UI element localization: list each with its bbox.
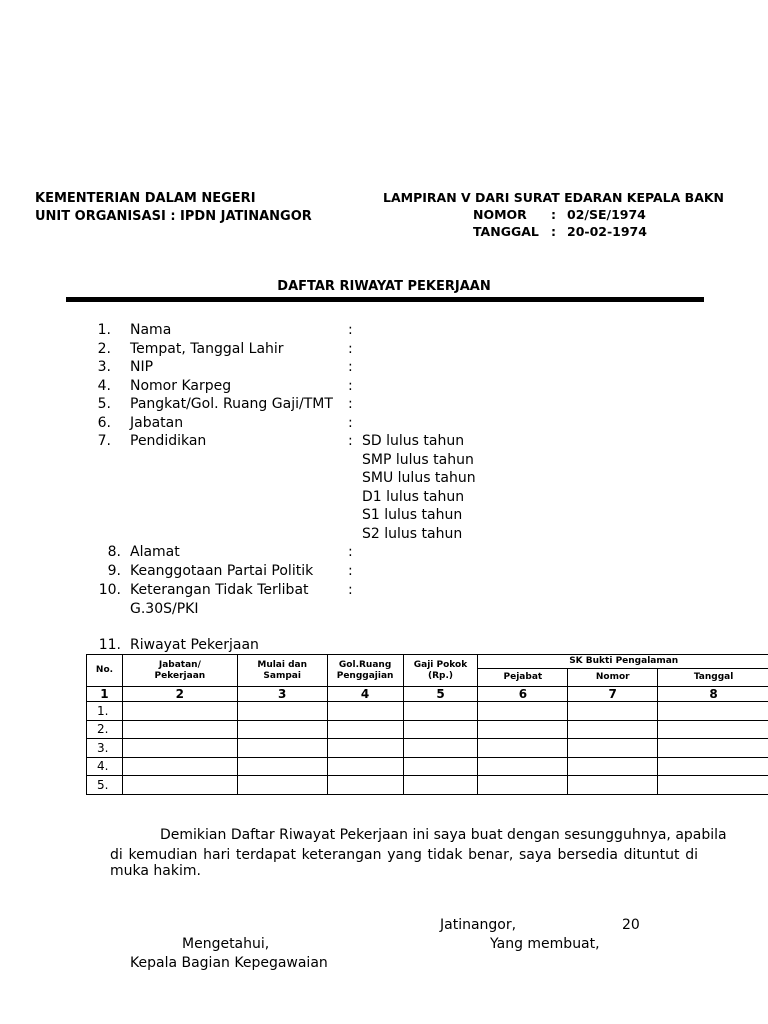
table-cell [478,776,568,795]
table-cell [122,757,237,776]
field-colon: : [348,414,353,431]
field-colon: : [348,359,353,375]
unit-organisasi: UNIT ORGANISASI : IPDN JATINANGOR [35,209,312,224]
table-cell [568,739,658,758]
col-header-pejabat: Pejabat [478,669,568,687]
field-row [0,543,768,562]
table-cell [478,720,568,739]
table-cell [327,739,403,758]
nomor-sep: : [551,207,556,222]
field-label-continued: G.30S/PKI [130,600,199,617]
work-history-table [86,654,768,795]
col-header-gol: Gol.Ruang Penggajian [327,655,403,687]
ministry-name: KEMENTERIAN DALAM NEGERI [35,191,256,206]
acknowledger-title: Kepala Bagian Kepegawaian [130,955,328,971]
section-heading [0,636,768,655]
col-header-gaji: Gaji Pokok (Rp.) [403,655,478,687]
table-cell [658,720,768,739]
table-cell [327,702,403,721]
tanggal-label: TANGGAL [473,224,539,239]
field-label: Keanggotaan Partai Politik [130,563,314,579]
field-number: 6. [97,414,111,431]
field-row [0,414,768,433]
table-row [87,776,768,795]
row-number: 5. [87,776,123,795]
row-number: 1. [87,702,123,721]
row-number: 4. [87,757,123,776]
column-index: 2 [122,687,237,702]
education-s1: S1 lulus tahun [362,507,463,523]
table-cell [122,739,237,758]
declaration-line: Demikian Daftar Riwayat Pekerjaan ini saya buat dengan sesungguhnya, apabila [160,827,727,843]
table-cell [327,757,403,776]
document-title: DAFTAR RIWAYAT PEKERJAAN [277,279,491,294]
field-label: NIP [130,359,154,375]
table-cell [478,739,568,758]
nomor-value: 02/SE/1974 [567,207,646,222]
education-row [0,506,768,525]
col-header-nomor: Nomor [568,669,658,687]
table-row [87,757,768,776]
field-label: Pangkat/Gol. Ruang Gaji/TMT [130,396,333,412]
field-row [0,395,768,414]
lampiran-reference: LAMPIRAN V DARI SURAT EDARAN KEPALA BAKN [383,190,725,205]
education-s2: S2 lulus tahun [362,525,463,542]
field-row [0,321,768,340]
table-cell [403,739,478,758]
field-row [0,340,768,359]
field-row [0,581,768,619]
field-colon: : [348,582,353,598]
field-label: Keterangan Tidak Terlibat [130,582,309,598]
field-colon: : [348,377,353,394]
field-label: Pendidikan [130,433,207,449]
table-cell [327,776,403,795]
declaration-line: muka hakim. [110,863,201,879]
table-cell [327,720,403,739]
field-number: 8. [107,544,121,560]
education-row [0,469,768,488]
section-label: Riwayat Pekerjaan [130,637,259,653]
table-cell [403,757,478,776]
table-cell [568,720,658,739]
field-number: 9. [107,563,121,579]
table-row [87,739,768,758]
education-smp: SMP lulus tahun [362,451,474,468]
col-header-mulai: Mulai dan Sampai [237,655,327,687]
table-cell [478,757,568,776]
field-label: Nomor Karpeg [130,377,232,394]
field-row [0,358,768,377]
field-number: 3. [97,359,111,375]
table-cell [568,702,658,721]
table-cell [478,702,568,721]
field-colon: : [348,340,353,357]
education-row [0,488,768,507]
education-row [0,451,768,470]
col-header-no: No. [87,655,123,687]
field-number: 2. [97,340,111,357]
table-cell [403,720,478,739]
field-colon: : [348,433,353,449]
field-number: 4. [97,377,111,394]
table-cell [658,702,768,721]
education-sd: SD lulus tahun [362,433,465,449]
tanggal-sep: : [551,224,556,239]
maker-label: Yang membuat, [490,936,600,952]
table-row [87,702,768,721]
education-row [0,525,768,544]
column-index-row [87,687,768,702]
table-cell [403,702,478,721]
field-row [0,377,768,396]
row-number: 2. [87,720,123,739]
column-index: 7 [568,687,658,702]
table-cell [237,739,327,758]
field-label: Nama [130,322,172,338]
table-cell [403,776,478,795]
column-index: 5 [403,687,478,702]
field-number: 7. [97,433,111,449]
field-number: 1. [97,322,111,338]
field-label: Alamat [130,544,180,560]
declaration-line: di kemudian hari terdapat keterangan yang tidak benar, saya bersedia dituntut di [110,847,698,863]
table-cell [237,720,327,739]
nomor-label: NOMOR [473,207,527,222]
field-label: Jabatan [130,414,184,431]
table-cell [568,776,658,795]
table-cell [658,776,768,795]
tanggal-value: 20-02-1974 [567,224,647,239]
table-cell [122,720,237,739]
table-cell [122,776,237,795]
education-d1: D1 lulus tahun [362,488,465,505]
field-number: 5. [97,396,111,412]
field-row [0,562,768,581]
column-index: 3 [237,687,327,702]
table-cell [237,757,327,776]
title-underline [66,297,704,302]
field-colon: : [348,396,353,412]
field-label: Tempat, Tanggal Lahir [130,340,284,357]
acknowledged-label: Mengetahui, [182,936,270,952]
column-index: 6 [478,687,568,702]
table-cell [568,757,658,776]
table-cell [658,757,768,776]
signature-year: 20 [622,917,640,933]
table-row [87,720,768,739]
table-cell [122,702,237,721]
col-header-sk: SK Bukti Pengalaman [478,655,768,669]
field-colon: : [348,544,353,560]
field-number: 10. [98,582,121,598]
col-header-tanggal: Tanggal [658,669,768,687]
table-cell [237,702,327,721]
education-smu: SMU lulus tahun [362,470,476,486]
field-colon: : [348,322,353,338]
table-cell [237,776,327,795]
field-row [0,432,768,451]
col-header-jabatan: Jabatan/ Pekerjaan [122,655,237,687]
column-index: 8 [658,687,768,702]
row-number: 3. [87,739,123,758]
column-index: 4 [327,687,403,702]
table-cell [658,739,768,758]
section-number: 11. [98,637,121,653]
column-index: 1 [87,687,123,702]
signature-place: Jatinangor, [440,917,517,933]
field-colon: : [348,563,353,579]
